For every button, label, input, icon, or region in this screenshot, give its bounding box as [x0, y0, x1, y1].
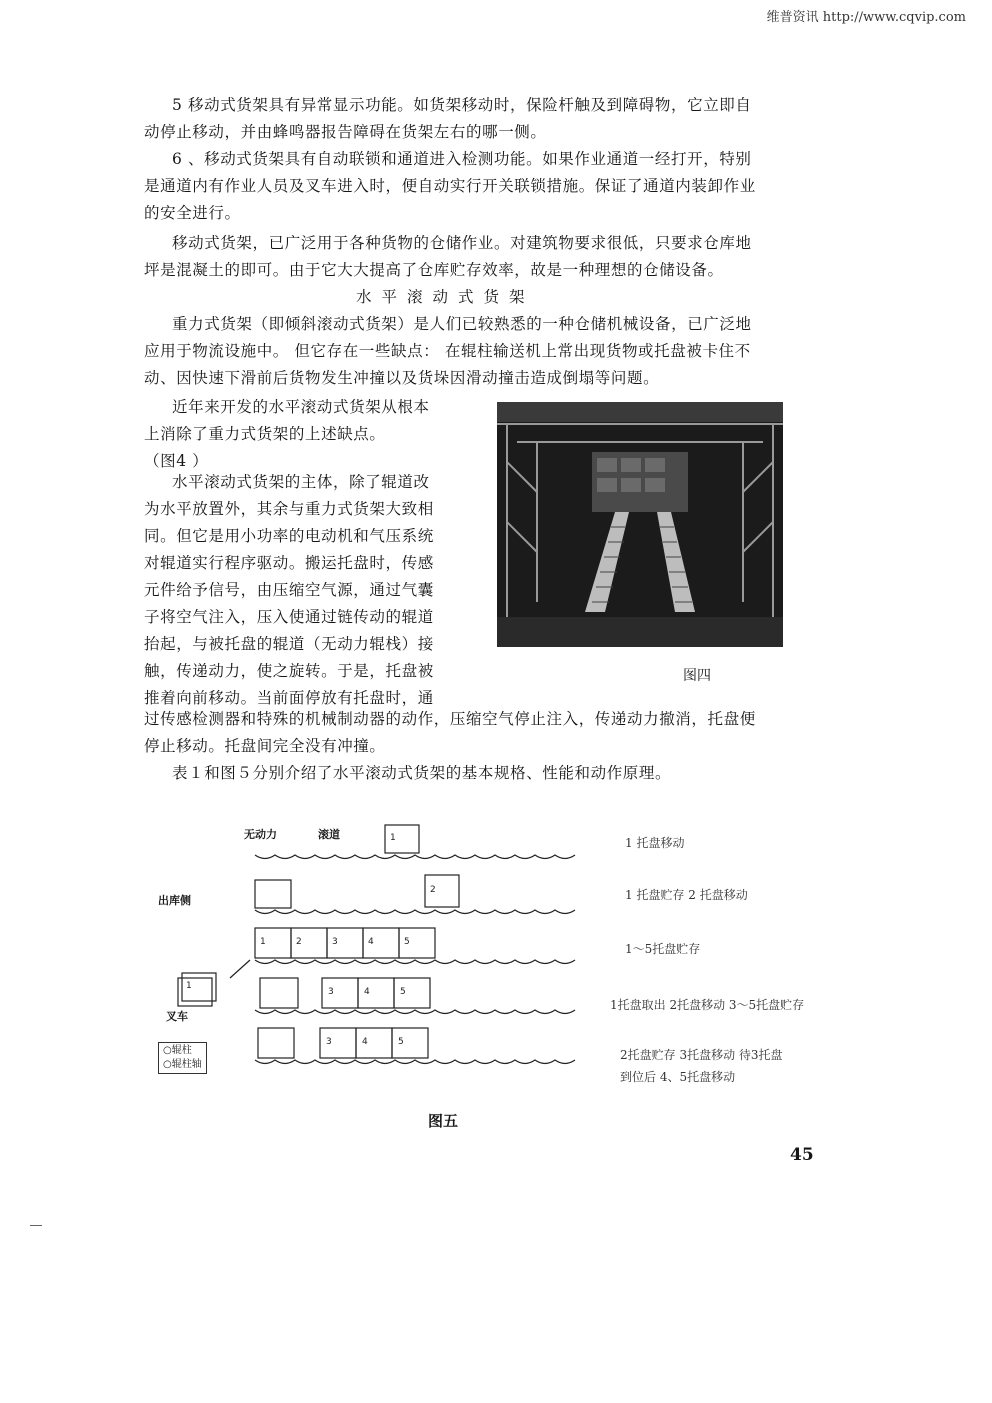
text-line: 水平滚动式货架的主体，除了辊道改 — [172, 473, 430, 491]
step-label-5: 2托盘贮存 3托盘移动 待3托盘 — [620, 1048, 783, 1062]
svg-text:4: 4 — [362, 1037, 368, 1047]
figure-5-caption: 图五 — [428, 1112, 459, 1130]
text-line: 是通道内有作业人员及叉车进入时，便自动实行开关联锁措施。保证了通道内装卸作业 — [144, 177, 756, 195]
text-line: 移动式货架，已广泛用于各种货物的仓储作业。对建筑物要求很低，只要求仓库地 — [172, 234, 752, 252]
text-line: 应用于物流设施中。 但它存在一些缺点： 在辊柱输送机上常出现货物或托盘被卡住不 — [144, 342, 751, 360]
svg-text:1: 1 — [390, 833, 396, 843]
text-line: 过传感检测器和特殊的机械制动器的动作，压缩空气停止注入，传递动力撤消，托盘便 — [144, 710, 756, 728]
paragraph-12 — [172, 760, 671, 787]
label-track: 滚道 — [318, 828, 340, 841]
svg-text:5: 5 — [404, 937, 410, 947]
text-line: 推着向前移动。当前面停放有托盘时，通 — [144, 689, 434, 707]
svg-text:1: 1 — [260, 937, 266, 947]
page-number: 45 — [790, 1145, 814, 1165]
text-line: 抬起，与被托盘的辊道（无动力辊栈）接 — [144, 635, 434, 653]
text-line: 动停止移动，并由蜂鸣器报告障碍在货架左右的哪一侧。 — [144, 123, 547, 141]
step-label-2: 1 托盘贮存 2 托盘移动 — [625, 888, 748, 902]
svg-text:2: 2 — [430, 885, 436, 895]
text-line: 为水平放置外，其余与重力式货架大致相 — [144, 500, 434, 518]
text-line: 的安全进行。 — [144, 204, 241, 222]
text-line: 停止移动。托盘间完全没有冲撞。 — [144, 737, 386, 755]
svg-text:3: 3 — [326, 1037, 332, 1047]
paragraph-5 — [144, 92, 752, 146]
step-label-6: 到位后 4、5托盘移动 — [620, 1070, 736, 1084]
paragraph-10 — [144, 469, 434, 712]
text-line: 触，传递动力，使之旋转。于是，托盘被 — [144, 662, 434, 680]
text-line: 重力式货架（即倾斜滚动式货架）是人们已较熟悉的一种仓储机械设备，已广泛地 — [172, 315, 752, 333]
label-exit-side: 出库侧 — [158, 894, 191, 907]
paragraph-9 — [144, 394, 430, 475]
figure-4-caption: 图四 — [683, 668, 711, 684]
margin-mark — [30, 1225, 42, 1226]
legend-roller-axle: ○辊柱轴 — [163, 1059, 202, 1070]
text-line: 5 移动式货架具有异常显示功能。如货架移动时，保险杆触及到障碍物，它立即自 — [172, 96, 752, 114]
section-heading: 水平滚动式货架 — [356, 288, 535, 306]
text-line: 动、因快速下滑前后货物发生冲撞以及货垛因滑动撞击造成倒塌等问题。 — [144, 369, 660, 387]
paragraph-11 — [144, 706, 756, 760]
conveyor-diagram — [150, 810, 580, 1100]
paragraph-7 — [144, 230, 752, 284]
svg-text:5: 5 — [400, 987, 406, 997]
legend-box — [158, 1042, 207, 1074]
svg-text:5: 5 — [398, 1037, 404, 1047]
figure-4-photo — [497, 402, 783, 647]
text-line: 同。但它是用小功率的电动机和气压系统 — [144, 527, 434, 545]
step-label-4: 1托盘取出 2托盘移动 3～5托盘贮存 — [610, 998, 805, 1012]
svg-text:2: 2 — [296, 937, 302, 947]
text-line: 元件给予信号，由压缩空气源，通过气囊 — [144, 581, 434, 599]
text-line: 表１和图５分别介绍了水平滚动式货架的基本规格、性能和动作原理。 — [172, 764, 672, 782]
svg-text:4: 4 — [364, 987, 370, 997]
text-line: 近年来开发的水平滚动式货架从根本 — [172, 398, 430, 416]
step-label-1: 1 托盘移动 — [625, 836, 685, 850]
svg-text:3: 3 — [332, 937, 338, 947]
paragraph-8 — [144, 311, 752, 392]
text-line: 子将空气注入，压入使通过链传动的辊道 — [144, 608, 434, 626]
text-line: 6 、移动式货架具有自动联锁和通道进入检测功能。如果作业通道一经打开，特别 — [172, 150, 752, 168]
text-line: 对辊道实行程序驱动。搬运托盘时，传感 — [144, 554, 434, 572]
rack-photo-drawing — [497, 402, 783, 647]
step-label-3: 1～5托盘贮存 — [625, 942, 701, 956]
svg-text:3: 3 — [328, 987, 334, 997]
legend-roller: ○辊柱 — [163, 1045, 192, 1056]
svg-text:4: 4 — [368, 937, 374, 947]
label-unpowered: 无动力 — [244, 828, 277, 841]
text-line: 上消除了重力式货架的上述缺点。 — [144, 425, 386, 443]
label-forklift: 叉车 — [166, 1010, 188, 1023]
svg-text:1: 1 — [186, 981, 192, 991]
site-header: 维普资讯 http://www.cqvip.com — [766, 10, 966, 25]
paragraph-6 — [144, 146, 756, 227]
text-line: （图4 ） — [144, 452, 209, 470]
text-line: 坪是混凝土的即可。由于它大大提高了仓库贮存效率，故是一种理想的仓储设备。 — [144, 261, 724, 279]
figure-5-diagram — [150, 810, 850, 1100]
